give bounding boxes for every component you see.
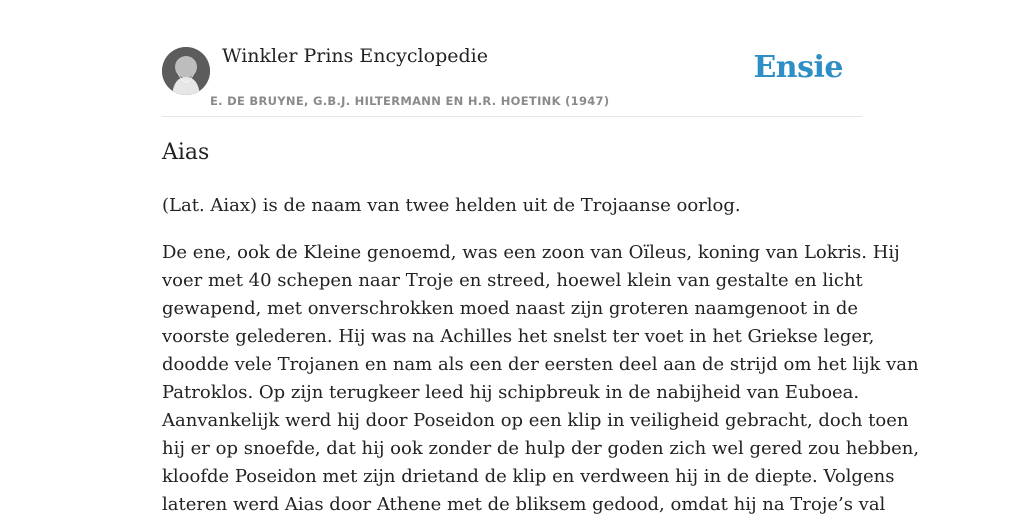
article-body-line: lateren werd Aias door Athene met de bliksem gedood, omdat hij na Troje’s val xyxy=(162,494,886,515)
article-body-line: kloofde Poseidon met zijn drietand de klip en verdween hij in de diepte. Volgens xyxy=(162,466,895,487)
article-intro: (Lat. Aiax) is de naam van twee helden uit de Trojaanse oorlog. xyxy=(162,195,741,216)
article-title: Aias xyxy=(162,140,210,165)
article-body-line: gewapend, met onverschrokken moed naast zijn groteren naamgenoot in de xyxy=(162,298,859,319)
author-portrait-icon xyxy=(162,47,210,95)
article-body-line: De ene, ook de Kleine genoemd, was een zoon van Oïleus, koning van Lokris. Hij xyxy=(162,242,900,263)
article-body-line: Aanvankelijk werd hij door Poseidon op een klip in veiligheid gebracht, doch toen xyxy=(162,410,909,431)
source-title[interactable]: Winkler Prins Encyclopedie xyxy=(222,45,488,67)
source-header xyxy=(162,0,862,117)
article-body-line: voer met 40 schepen naar Troje en streed, hoewel klein van gestalte en licht xyxy=(162,270,863,291)
ensie-logo-link[interactable]: Ensie xyxy=(753,50,843,85)
article-body-line: hij er op snoefde, dat hij ook zonder de hulp der goden zich wel gered zou hebben, xyxy=(162,438,920,459)
article-body-line: voorste gelederen. Hij was na Achilles het snelst ter voet in het Griekse leger, xyxy=(162,326,875,347)
author-avatar xyxy=(162,47,210,95)
article-body-line: Patroklos. Op zijn terugkeer leed hij schipbreuk in de nabijheid van Euboea. xyxy=(162,382,860,403)
article-body-line: doodde vele Trojanen en nam als een der eersten deel aan de strijd om het lijk van xyxy=(162,354,919,375)
article-body xyxy=(162,239,920,519)
source-authors: E. DE BRUYNE, G.B.J. HILTERMANN EN H.R. HOETINK (1947) xyxy=(210,94,610,108)
page xyxy=(162,0,920,515)
